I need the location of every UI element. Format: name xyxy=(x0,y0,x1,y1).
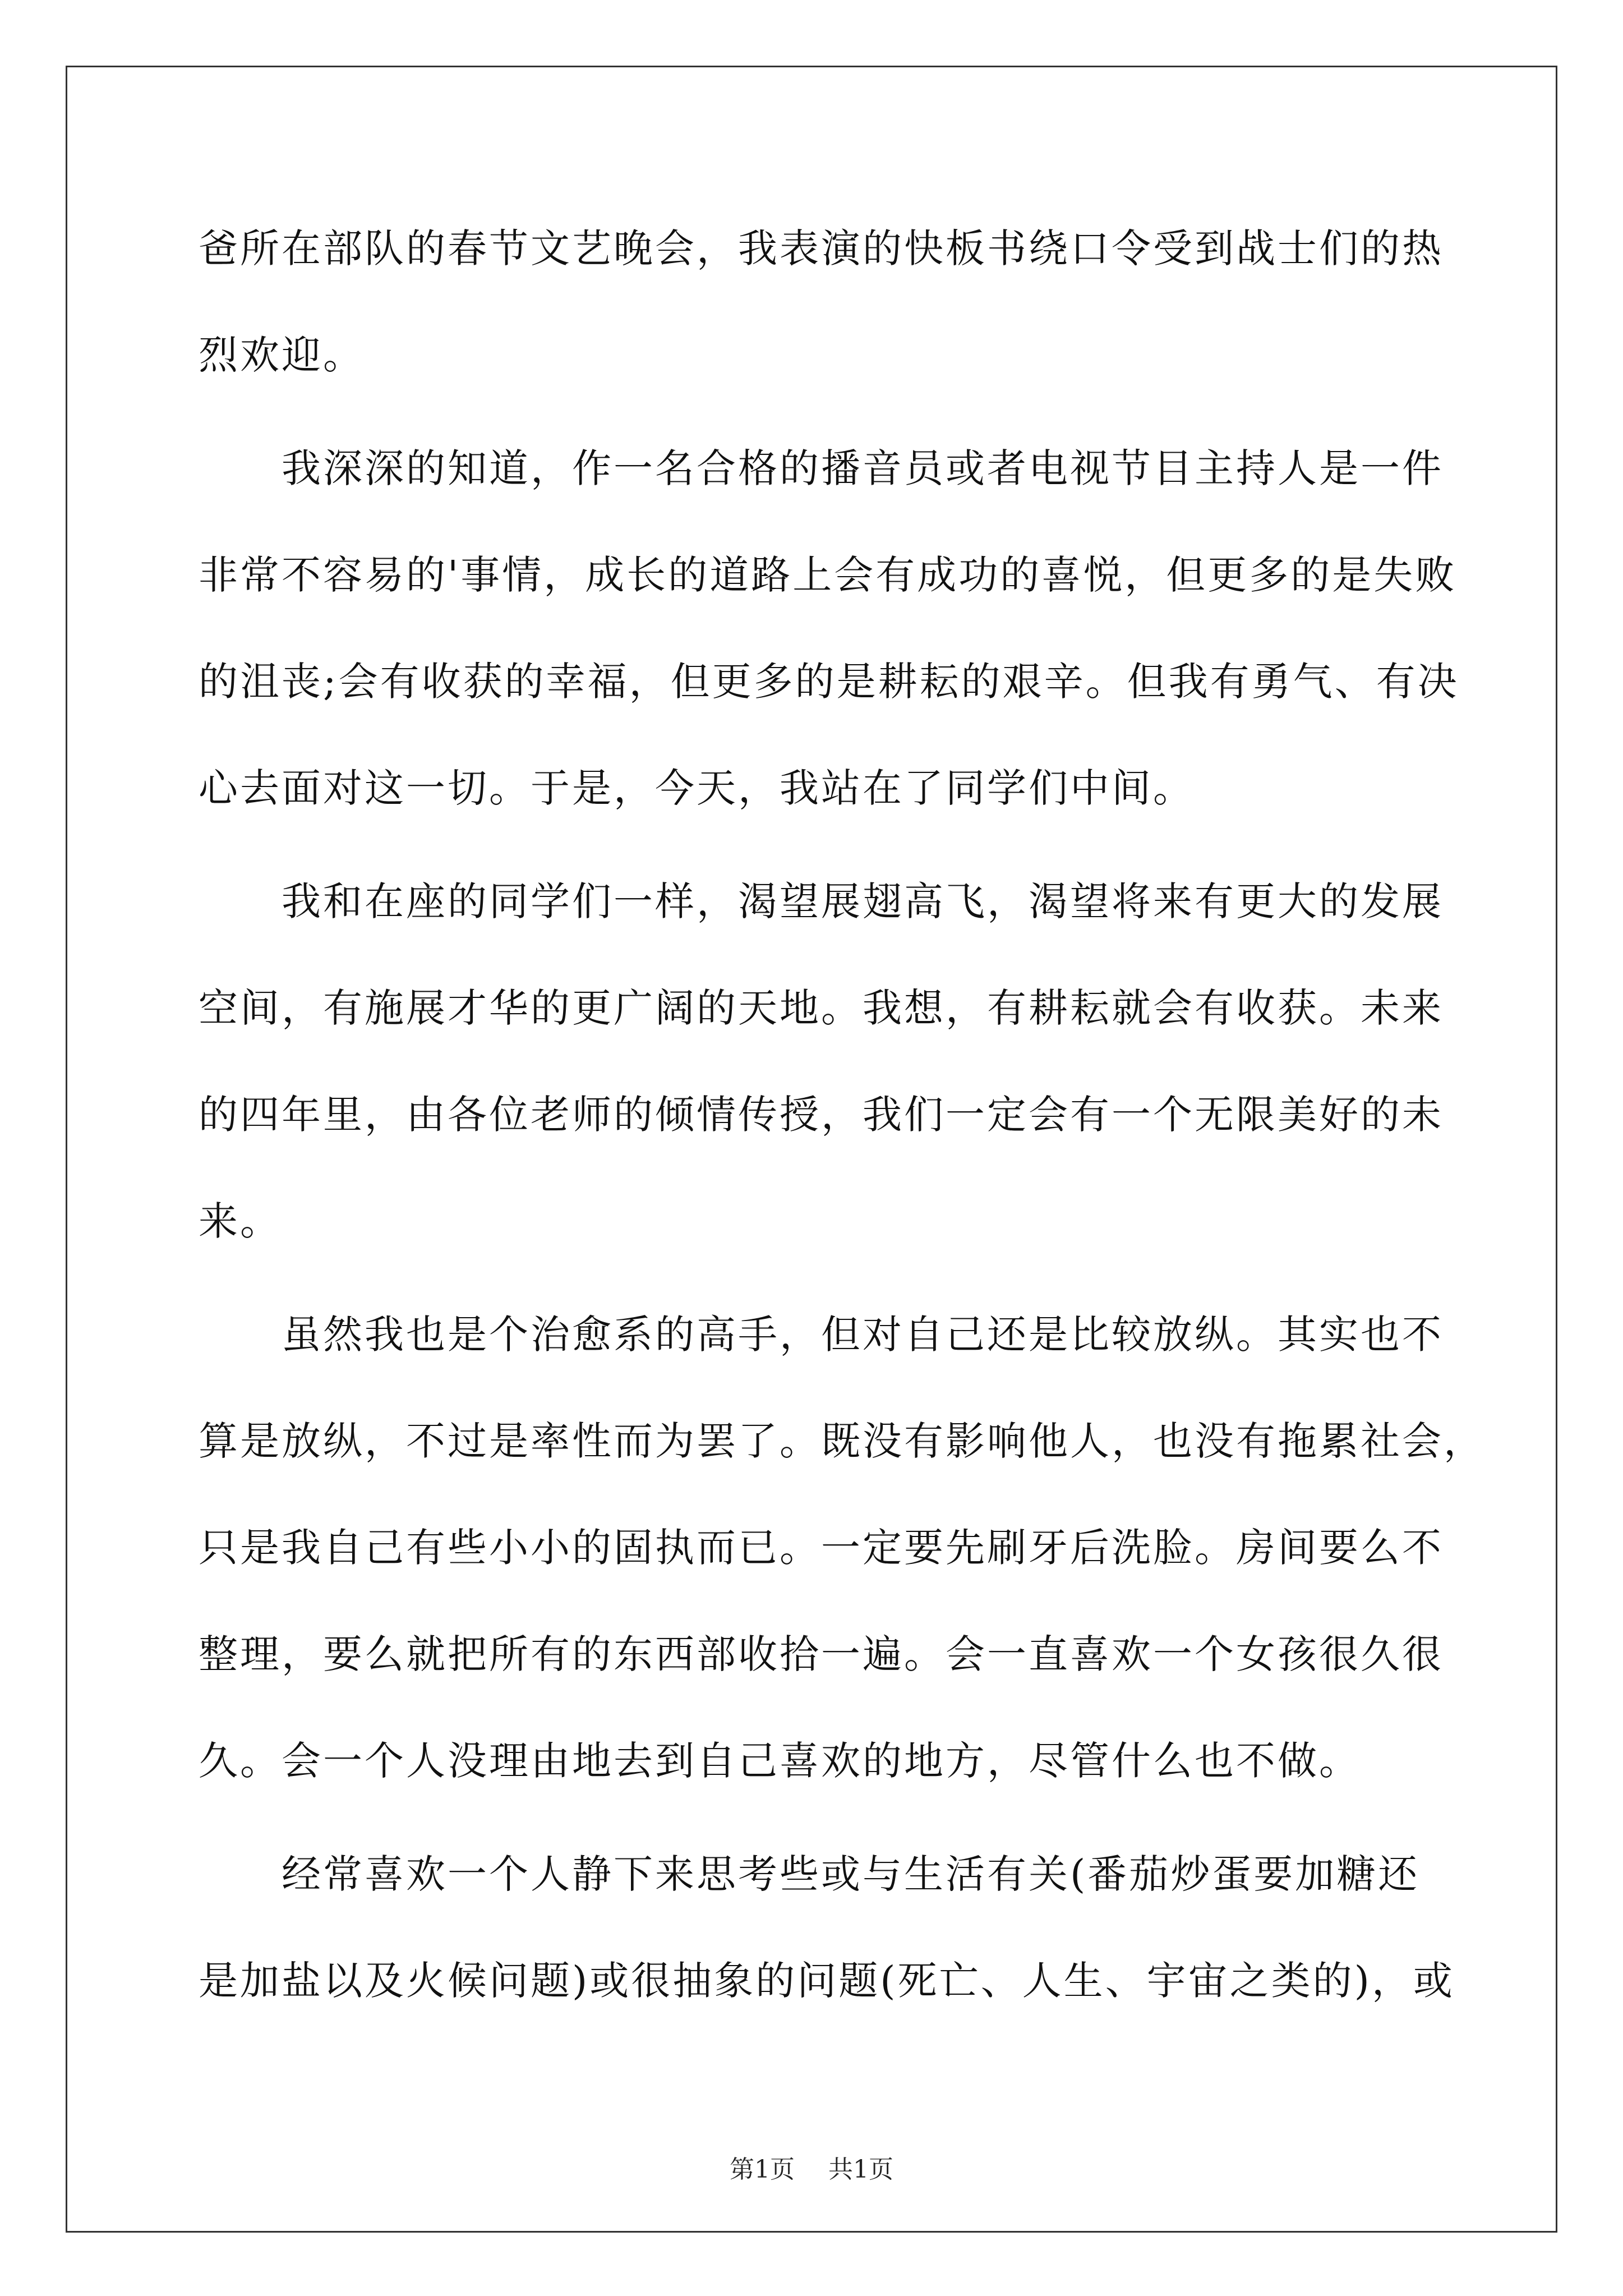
text-line: 经常喜欢一个人静下来思考些或与生活有关(番茄炒蛋要加糖还 xyxy=(282,1851,1420,1897)
document-body xyxy=(199,195,1485,2034)
text-line: 我和在座的同学们一样，渴望展翅高飞，渴望将来有更大的发展 xyxy=(282,878,1444,924)
page-footer xyxy=(0,2153,1623,2187)
text-line: 整理，要么就把所有的东西部收拾一遍。会一直喜欢一个女孩很久很 xyxy=(199,1631,1444,1677)
text-line: 烈欢迎。 xyxy=(199,332,365,378)
text-line: 爸所在部队的春节文艺晚会，我表演的快板书绕口令受到战士们的热 xyxy=(199,226,1444,272)
page-total: 共1页 xyxy=(828,2155,893,2184)
text-line: 非常不容易的'事情，成长的道路上会有成功的喜悦，但更多的是失败 xyxy=(199,552,1457,598)
paragraph-5 xyxy=(199,1821,1455,2034)
text-line: 的四年里，由各位老师的倾情传授，我们一定会有一个无限美好的未 xyxy=(199,1092,1444,1138)
paragraph-2 xyxy=(199,415,1459,841)
text-line: 只是我自己有些小小的固执而已。一定要先刷牙后洗脸。房间要么不 xyxy=(199,1525,1444,1571)
paragraph-4 xyxy=(199,1281,1485,1814)
text-line: 我深深的知道，作一名合格的播音员或者电视节目主持人是一件 xyxy=(282,445,1444,491)
text-line: 虽然我也是个治愈系的高手，但对自己还是比较放纵。其实也不 xyxy=(282,1312,1444,1358)
paragraph-3 xyxy=(199,848,1444,1274)
text-line: 心去面对这一切。于是，今天，我站在了同学们中间。 xyxy=(199,765,1195,811)
text-line: 是加盐以及火候问题)或很抽象的问题(死亡、人生、宇宙之类的)，或 xyxy=(199,1958,1455,2004)
text-line: 算是放纵，不过是率性而为罢了。既没有影响他人，也没有拖累社会， xyxy=(199,1418,1485,1464)
text-line: 来。 xyxy=(199,1198,282,1244)
text-line: 久。会一个人没理由地去到自己喜欢的地方，尽管什么也不做。 xyxy=(199,1738,1361,1784)
text-line: 空间，有施展才华的更广阔的天地。我想，有耕耘就会有收获。未来 xyxy=(199,985,1444,1031)
paragraph-1 xyxy=(199,195,1444,408)
page-number: 第1页 xyxy=(730,2155,795,2184)
text-line: 的沮丧;会有收获的幸福，但更多的是耕耘的艰辛。但我有勇气、有决 xyxy=(199,659,1459,705)
